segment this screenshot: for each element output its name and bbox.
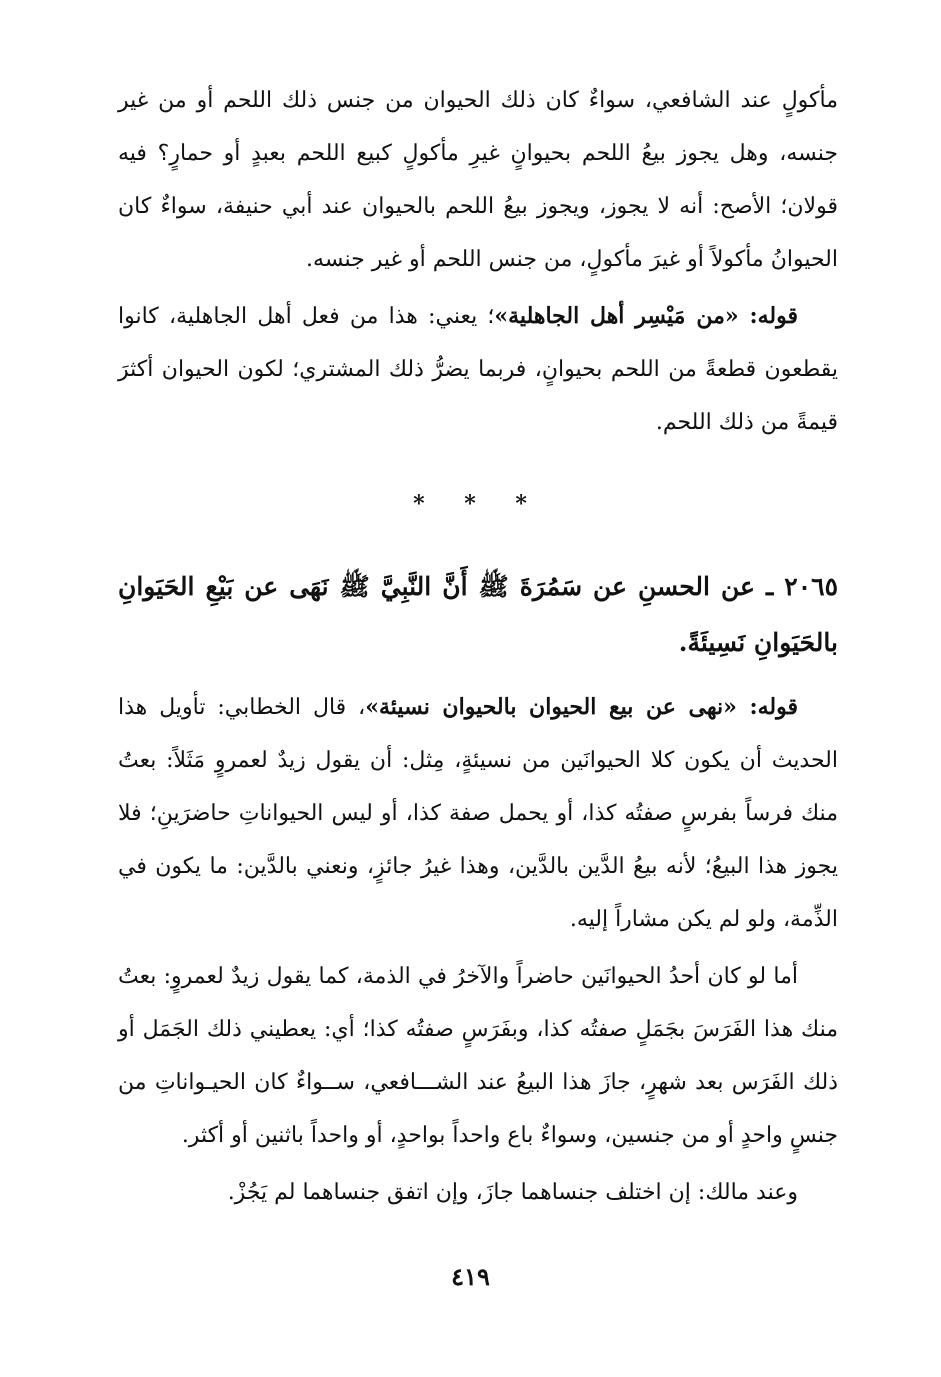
page-body <box>118 74 838 1219</box>
page-number: ٤١٩ <box>451 1262 490 1291</box>
paragraph-malik-view: وعند مالك: إن اختلف جنساهما جازَ، وإن اتفق جنساهما لم يَجُزْ. <box>227 1180 798 1205</box>
hadith-2065: ٢٠٦٥ ـ عن الحسنِ عن سَمُرَةَ ﷺ أَنَّ النَّبِيَّ ﷺ نَهَى عن بَيْعِ الحَيَوانِ بالحَيَوانِ نَسِيئَةً. <box>118 572 838 657</box>
paragraph-continuation: مأكولٍ عند الشافعي، سواءٌ كان ذلك الحيوان من جنس ذلك اللحم أو من غير جنسه، وهل يجوز بيعُ اللحم بحيوانٍ غيرِ مأكولٍ كبيع اللحم بعبدٍ أو حمارٍ؟ فيه قولان؛ الأصح: أنه لا يجوز، ويجوز بيعُ اللحم بالحيوان عند أبي حنيفة، سواءٌ كان الحيوانُ مأكولاً أو غيرَ مأكولٍ، من جنس اللحم أو غير جنسه. <box>118 88 839 272</box>
paragraph-commentary-nasia <box>118 681 838 946</box>
quoted-phrase-maysir: قوله: «من مَيْسِر أهل الجاهلية» <box>494 303 798 329</box>
paragraph-present-animal: أما لو كان أحدُ الحيوانَين حاضراً والآخرُ في الذمة، كما يقول زيدٌ لعمروٍ: بعتُ منك هذا الفَرَسَ بجَمَلٍ صفتُه كذا، وبفَرَسٍ صفتُه كذا؛ أي: يعطيني ذلك الجَمَل أو ذلك الفَرَس بعد شهرٍ، جازَ هذا البيعُ عند الشـــافعي، ســواءٌ كان الحيـواناتِ من جنسٍ واحدٍ أو من جنسين، وسواءٌ باع واحداً بواحدٍ، أو واحداً باثنين أو أكثر. <box>118 964 838 1148</box>
section-divider: * * * <box>413 491 543 517</box>
commentary-nasia-text: ، قال الخطابي: تأويل هذا الحديث أن يكون كلا الحيوانَين من نسيئةٍ، مِثل: أن يقول زيدٌ لعمروٍ مَثَلاً: بعتُ منك فرساً بفرسٍ صفتُه كذا، أو يحمل صفة كذا، أو ليس الحيواناتِ حاضرَينِ؛ فلا يجوز هذا البيعُ؛ لأنه بيعُ الدَّين بالدَّين، وهذا غيرُ جائزٍ، ونعني بالدَّين: ما يكون في الذِّمة، ولو لم يكن مشاراً إليه. <box>118 695 839 932</box>
quoted-phrase-nasia: قوله: «نهى عن بيع الحيوان بالحيوان نسيئة» <box>365 694 799 720</box>
commentary-maysir-text: ؛ يعني: هذا من فعل أهل الجاهلية، كانوا يقطعون قطعةً من اللحم بحيوانٍ، فربما يضرُّ ذلك المشتري؛ لكون الحيوان أكثرَ قيمةً من ذلك اللحم. <box>118 304 838 435</box>
paragraph-commentary-maysir <box>118 290 838 449</box>
